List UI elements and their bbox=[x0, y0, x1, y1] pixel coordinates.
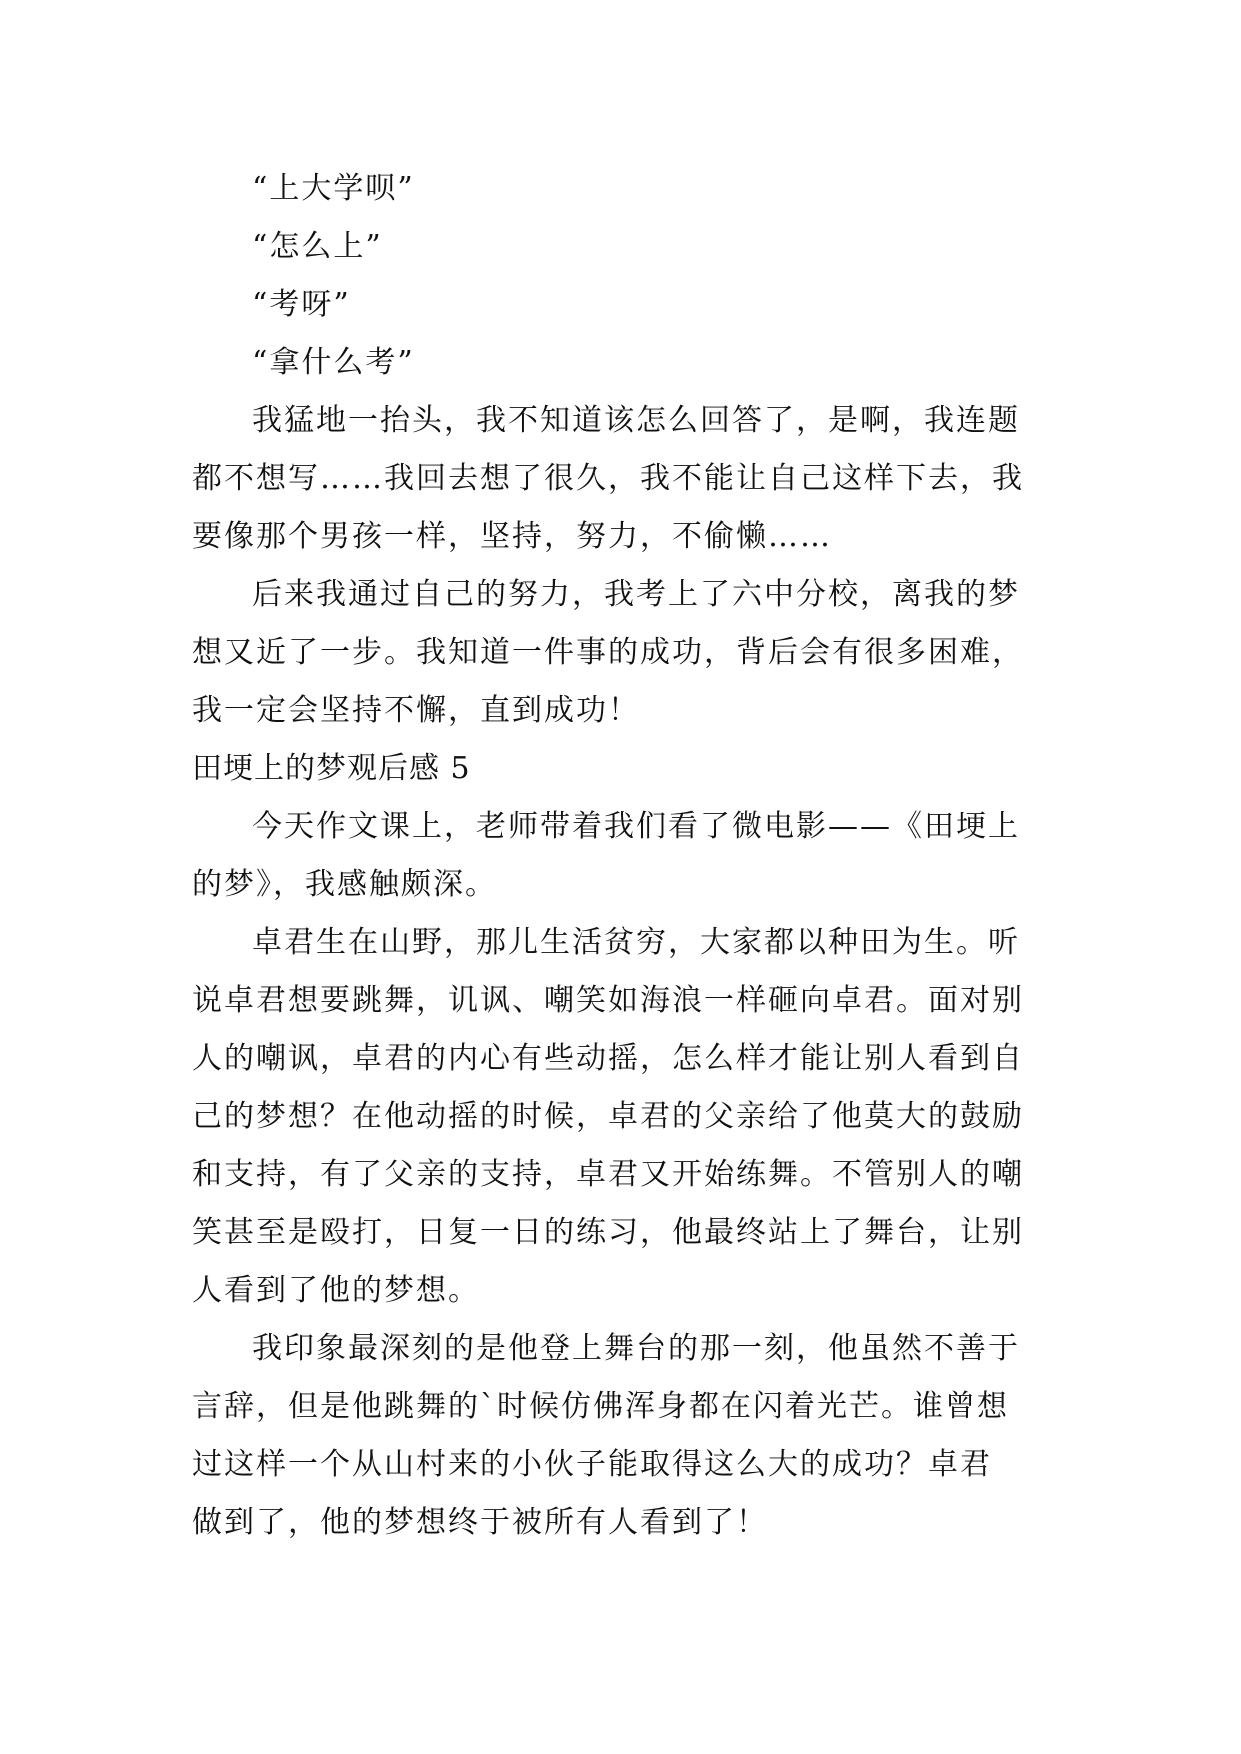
text-line: 人看到了他的梦想。 bbox=[192, 1273, 480, 1308]
text-line: 己的梦想？在他动摇的时候，卓君的父亲给了他莫大的鼓励 bbox=[192, 1099, 1024, 1134]
text-line: 今天作文课上，老师带着我们看了微电影——《田埂上 bbox=[252, 809, 1020, 844]
text-line: 过这样一个从山村来的小伙子能取得这么大的成功？卓君 bbox=[192, 1447, 992, 1482]
text-line: 言辞，但是他跳舞的`时候仿佛浑身都在闪着光芒。谁曾想 bbox=[192, 1389, 1009, 1424]
text-line: 的梦》，我感触颇深。 bbox=[192, 867, 497, 902]
text-line: 人的嘲讽，卓君的内心有些动摇，怎么样才能让别人看到自 bbox=[192, 1041, 1024, 1076]
text-line: 后来我通过自己的努力，我考上了六中分校，离我的梦 bbox=[252, 577, 1020, 612]
text-line: “拿什么考” bbox=[252, 345, 415, 380]
text-line: 说卓君想要跳舞，讥讽、嘲笑如海浪一样砸向卓君。面对别 bbox=[192, 983, 1024, 1018]
text-line: 笑甚至是殴打，日复一日的练习，他最终站上了舞台，让别 bbox=[192, 1215, 1024, 1250]
text-line: “怎么上” bbox=[252, 229, 383, 264]
text-line: 和支持，有了父亲的支持，卓君又开始练舞。不管别人的嘲 bbox=[192, 1157, 1024, 1192]
section-heading: 田埂上的梦观后感 5 bbox=[192, 751, 471, 786]
text-line: “上大学呗” bbox=[252, 171, 415, 206]
text-line: 做到了，他的梦想终于被所有人看到了！ bbox=[192, 1505, 768, 1540]
text-line: 都不想写……我回去想了很久，我不能让自己这样下去，我 bbox=[192, 461, 1024, 496]
text-line: 我一定会坚持不懈，直到成功！ bbox=[192, 693, 640, 728]
document-body bbox=[192, 160, 1062, 1552]
text-line: “考呀” bbox=[252, 287, 351, 322]
text-line: 卓君生在山野，那儿生活贫穷，大家都以种田为生。听 bbox=[252, 925, 1020, 960]
text-line: 想又近了一步。我知道一件事的成功，背后会有很多困难， bbox=[192, 635, 1024, 670]
text-line: 我印象最深刻的是他登上舞台的那一刻，他虽然不善于 bbox=[252, 1331, 1020, 1366]
text-line: 要像那个男孩一样，坚持，努力，不偷懒…… bbox=[192, 519, 832, 554]
text-line: 我猛地一抬头，我不知道该怎么回答了，是啊，我连题 bbox=[252, 403, 1020, 438]
